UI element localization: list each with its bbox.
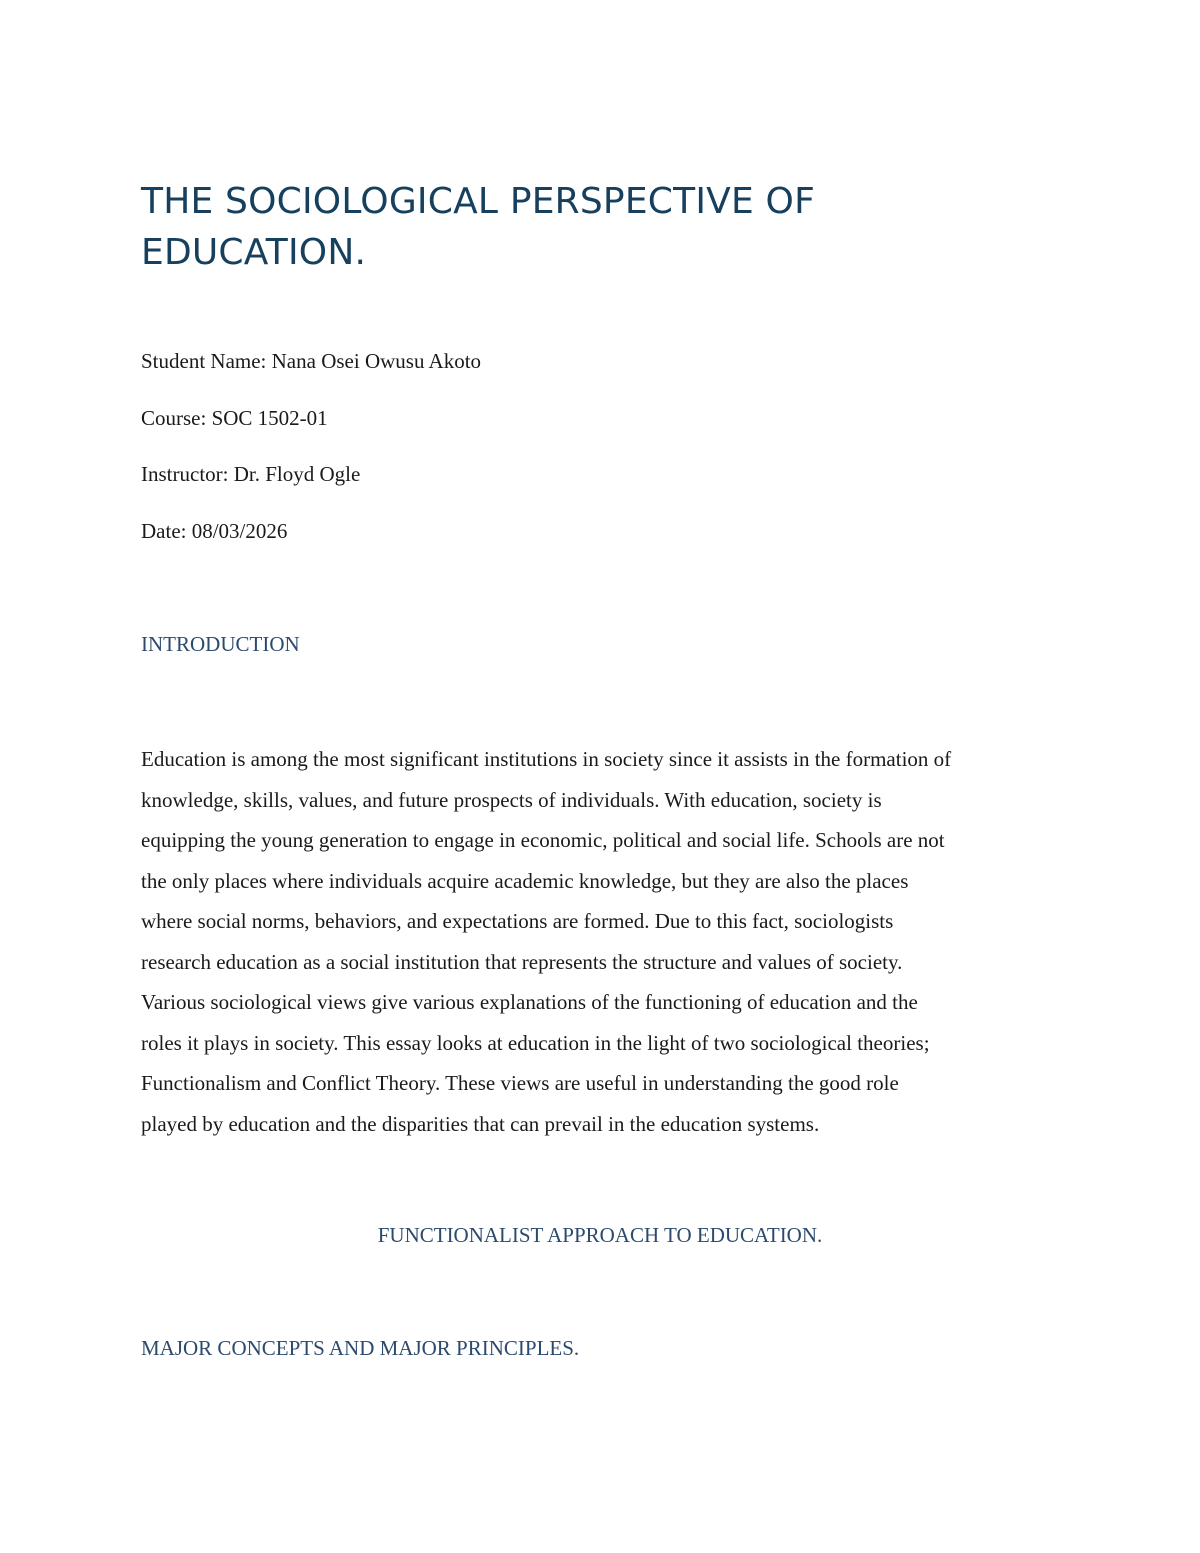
title-line-2: EDUCATION.	[141, 232, 367, 273]
paragraph-line: Various sociological views give various explanations of the functioning of education and the	[141, 990, 918, 1014]
paragraph-line: equipping the young generation to engage in economic, political and social life. Schools are not	[141, 828, 945, 852]
introduction-paragraph	[141, 739, 1053, 1144]
course-info: Course: SOC 1502-01	[141, 406, 328, 430]
student-name: Student Name: Nana Osei Owusu Akoto	[141, 349, 482, 373]
concepts-heading: MAJOR CONCEPTS AND MAJOR PRINCIPLES.	[141, 1336, 580, 1360]
paragraph-line: research education as a social institution that represents the structure and values of society.	[141, 949, 903, 974]
date-info: Date: 08/03/2026	[141, 519, 288, 543]
paragraph-line: roles it plays in society. This essay looks at education in the light of two sociological theories;	[141, 1030, 930, 1055]
functionalist-heading: FUNCTIONALIST APPROACH TO EDUCATION.	[377, 1223, 823, 1247]
paragraph-line: knowledge, skills, values, and future prospects of individuals. With education, society is	[141, 787, 882, 812]
paragraph-line: played by education and the disparities that can prevail in the education systems.	[141, 1111, 820, 1136]
document-title	[141, 176, 1041, 278]
paragraph-line: Functionalism and Conflict Theory. These views are useful in understanding the good role	[141, 1071, 899, 1095]
introduction-heading: INTRODUCTION	[141, 632, 300, 656]
instructor-info: Instructor: Dr. Floyd Ogle	[141, 462, 361, 486]
title-line-1: THE SOCIOLOGICAL PERSPECTIVE OF	[141, 181, 815, 222]
paragraph-line: the only places where individuals acquire academic knowledge, but they are also the places	[141, 868, 909, 893]
paragraph-line: Education is among the most significant institutions in society since it assists in the formation of	[141, 747, 952, 771]
paragraph-line: where social norms, behaviors, and expectations are formed. Due to this fact, sociologists	[141, 909, 894, 933]
